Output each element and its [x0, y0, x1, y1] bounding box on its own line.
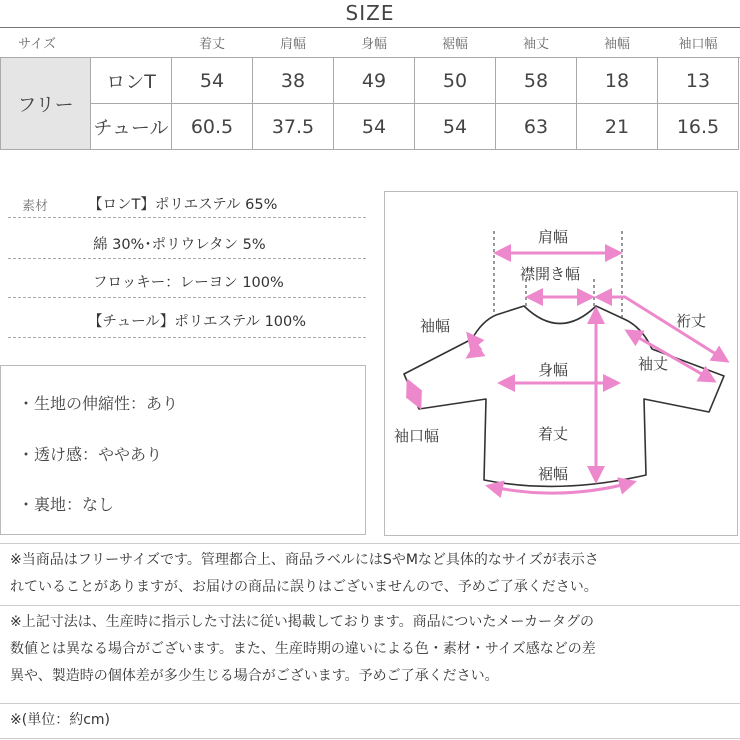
- dashed-divider: [8, 297, 366, 298]
- notes-divider: [0, 543, 740, 544]
- label-cuff: 袖口幅: [394, 427, 440, 445]
- material-line: フロッキー：レーヨン 100%: [93, 275, 284, 291]
- header-cuff: 袖口幅: [678, 37, 718, 52]
- header-sleeve-length: 袖丈: [522, 37, 549, 52]
- material-line: 綿 30%･ポリウレタン 5%: [93, 237, 266, 253]
- label-body-width: 身幅: [538, 361, 569, 379]
- material-line: 【チュール】ポリエステル 100%: [88, 314, 307, 330]
- note-line: ※当商品はフリーサイズです。管理都合上、商品ラベルにはSやMなど具体的なサイズが表示さ: [10, 552, 599, 568]
- note-line: 数値とは異なる場合がございます。また、生産時期の違いによる色・素材・サイズ感などの差: [10, 641, 596, 657]
- cell: 54: [334, 104, 415, 150]
- label-yuki: 裄丈: [676, 312, 707, 330]
- cell: 58: [496, 58, 577, 104]
- header-shoulder: 肩幅: [279, 37, 306, 52]
- bottom-divider: [0, 738, 740, 739]
- material-label: 素材: [22, 199, 49, 214]
- material-line: 【ロンT】ポリエステル 65%: [88, 197, 278, 213]
- cell: 16.5: [658, 104, 739, 150]
- note-line: れていることがありますが、お届けの商品に誤りはございませんので、予めご了承ください。: [10, 579, 598, 595]
- header-body-width: 身幅: [360, 37, 387, 52]
- header-sleeve-width: 袖幅: [603, 37, 630, 52]
- table-row: [1, 104, 739, 150]
- cell: 37.5: [253, 104, 334, 150]
- label-sleeve-length: 袖丈: [638, 355, 669, 373]
- header-size: サイズ: [18, 37, 56, 52]
- cell: 13: [658, 58, 739, 104]
- cell: 21: [577, 104, 658, 150]
- dashed-divider: [8, 217, 366, 218]
- feature-stretch: ・生地の伸縮性：あり: [18, 394, 179, 413]
- dashed-divider: [8, 258, 366, 259]
- label-length: 着丈: [538, 425, 569, 443]
- shirt-outline: [404, 306, 724, 486]
- notes-divider: [0, 703, 740, 704]
- label-shoulder: 肩幅: [538, 228, 569, 246]
- cell: 38: [253, 58, 334, 104]
- label-hem: 裾幅: [538, 465, 569, 483]
- sleeve-width-arrow: [468, 334, 480, 357]
- size-label: フリー: [1, 58, 91, 150]
- page-title: SIZE: [345, 1, 395, 25]
- feature-sheer: ・透け感：ややあり: [18, 445, 163, 464]
- row-name: ロンT: [91, 58, 172, 104]
- cuff-arrow: [408, 381, 420, 407]
- cell: 63: [496, 104, 577, 150]
- size-table: [0, 57, 739, 150]
- unit-note: ※(単位：約cm): [10, 712, 110, 728]
- header-length: 着丈: [198, 37, 225, 52]
- cell: 54: [172, 58, 253, 104]
- cell: 60.5: [172, 104, 253, 150]
- dashed-divider: [8, 337, 366, 338]
- title-divider: [0, 27, 740, 28]
- feature-lining: ・裏地：なし: [18, 495, 115, 514]
- label-neck: 襟開き幅: [520, 265, 581, 283]
- cell: 54: [415, 104, 496, 150]
- table-row: [1, 58, 739, 104]
- cell: 49: [334, 58, 415, 104]
- cell: 18: [577, 58, 658, 104]
- cell: 50: [415, 58, 496, 104]
- note-line: 異や、製造時の個体差が多少生じる場合がございます。予めご了承ください。: [10, 668, 499, 684]
- header-hem: 裾幅: [441, 37, 468, 52]
- label-sleeve-width: 袖幅: [420, 317, 451, 335]
- note-line: ※上記寸法は、生産時に指示した寸法に従い掲載しております。商品についたメーカータグの: [10, 614, 595, 630]
- row-name: チュール: [91, 104, 172, 150]
- notes-divider: [0, 605, 740, 606]
